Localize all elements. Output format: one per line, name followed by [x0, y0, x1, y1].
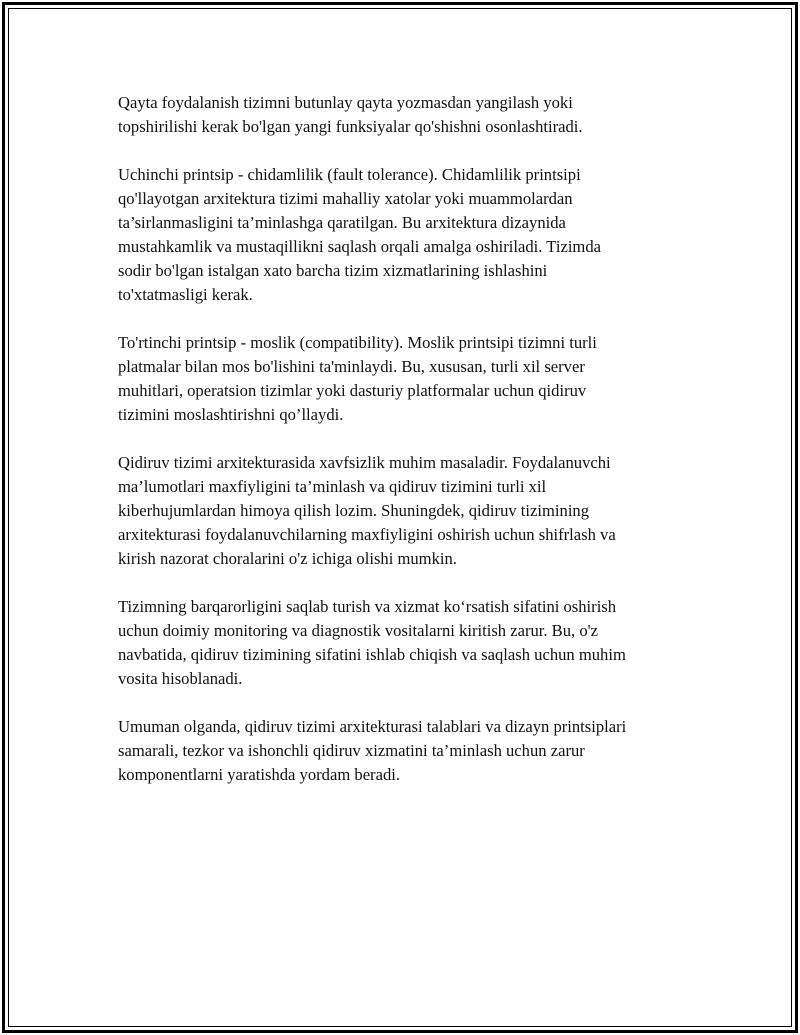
document-body	[118, 91, 698, 811]
paragraph-fault-tolerance: Uchinchi printsip - chidamlilik (fault tolerance). Chidamlilik printsipi qo'llayotgan arxitektura tizimi mahalliy xatolar yoki muammolardan ta’sirlanmasligini ta’minlashga qaratilgan. Bu arxitektura dizaynida mustahkamlik va mustaqillikni saqlash orqali amalga oshiriladi. Tizimda sodir bo'lgan istalgan xato barcha tizim xizmatlarining ishlashini to'xtatmasligi kerak.	[118, 165, 602, 304]
paragraph-compatibility: To'rtinchi printsip - moslik (compatibility). Moslik printsipi tizimni turli platmalar bilan mos bo'lishini ta'minlaydi. Bu, xususan, turli xil server muhitlari, operatsion tizimlar yoki dasturiy platformalar uchun qidiruv tizimini moslashtirishni qo’llaydi.	[118, 333, 597, 424]
paragraph-security: Qidiruv tizimi arxitekturasida xavfsizlik muhim masaladir. Foydalanuvchi ma’lumotlari maxfiyligini ta’minlash va qidiruv tizimini turli xil kiberhujumlardan himoya qilish lozim. Shuningdek, qidiruv tizimining arxitekturasi foydalanuvchilarning maxfiyligini oshirish uchun shifrlash va kirish nazorat choralarini o'z ichiga olishi mumkin.	[118, 453, 616, 568]
paragraph-reusability: Qayta foydalanish tizimni butunlay qayta yozmasdan yangilash yoki topshirilishi kerak bo'lgan yangi funksiyalar qo'shishni osonlashtiradi.	[118, 93, 583, 136]
paragraph-monitoring: Tizimning barqarorligini saqlab turish va xizmat ko‘rsatish sifatini oshirish uchun doimiy monitoring va diagnostik vositalarni kiritish zarur. Bu, o'z navbatida, qidiruv tizimining sifatini ishlab chiqish va saqlash uchun muhim vosita hisoblanadi.	[118, 597, 626, 688]
paragraph-conclusion: Umuman olganda, qidiruv tizimi arxitekturasi talablari va dizayn printsiplari samarali, tezkor va ishonchli qidiruv xizmatini ta’minlash uchun zarur komponentlarni yaratishda yordam beradi.	[118, 717, 627, 784]
